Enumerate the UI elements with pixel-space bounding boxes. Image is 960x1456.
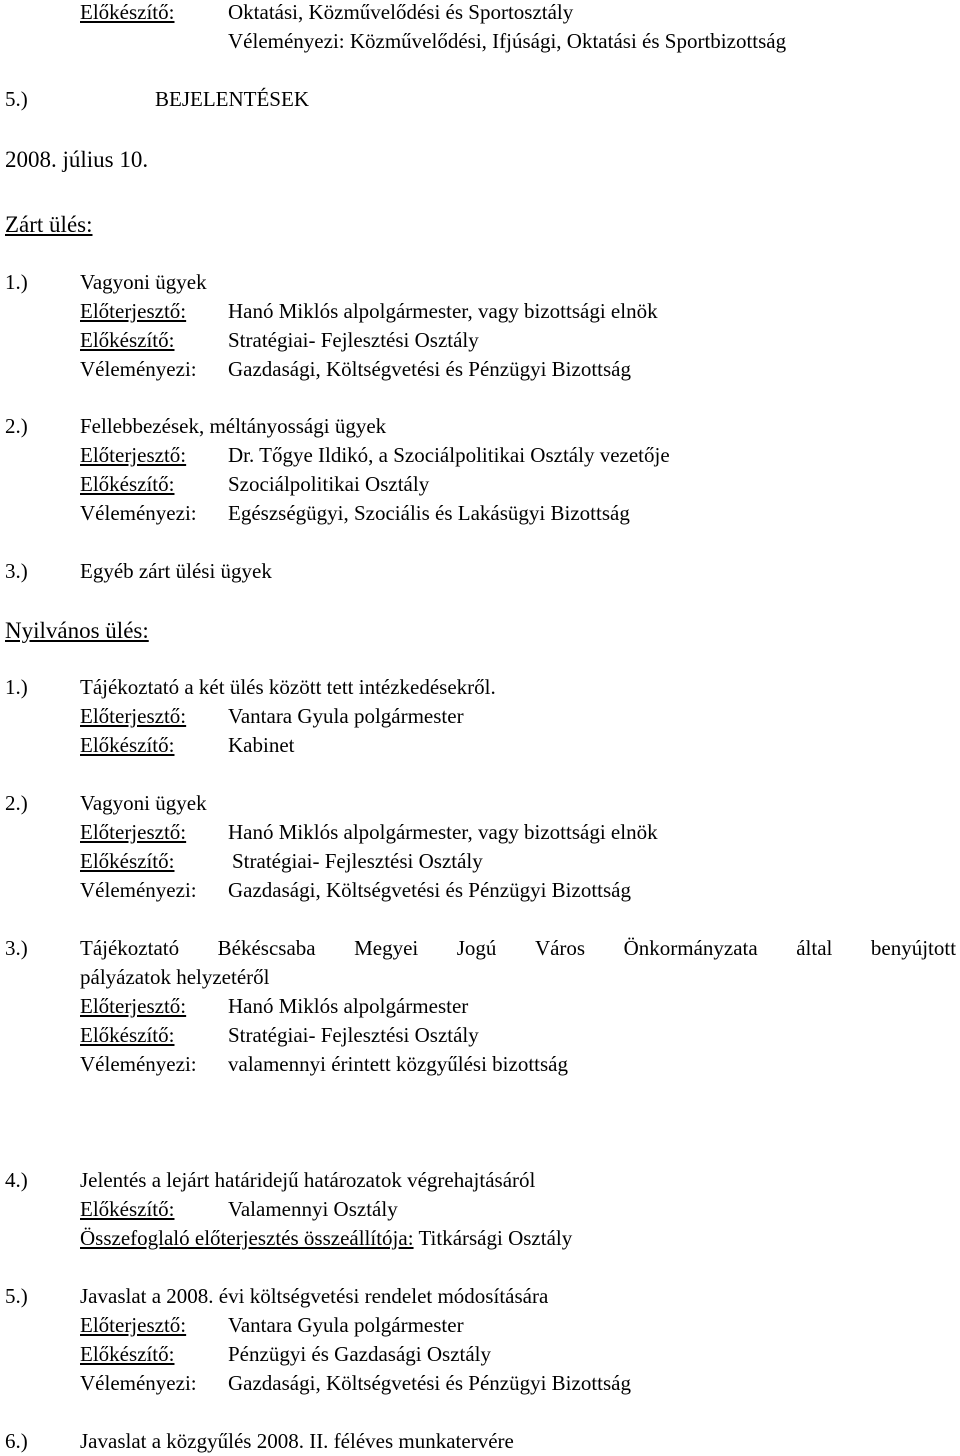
title-word: Önkormányzata [623, 936, 758, 960]
title-word: Békéscsaba [217, 936, 316, 960]
closed-session-heading: Zárt ülés: [5, 212, 93, 237]
closed-item-3-number: 3.) [5, 559, 28, 583]
public-item-4-title: Jelentés a lejárt határidejű határozatok végrehajtásáról [80, 1168, 536, 1192]
prep-label: Előkészítő: [80, 1023, 175, 1047]
submitter-label: Előterjesztő: [80, 299, 187, 323]
closed-item-2-title: Fellebbezések, méltányossági ügyek [80, 414, 387, 438]
title-word: Jogú [456, 936, 497, 960]
prep-label: Előkészítő: [80, 849, 175, 873]
prep-label: Előkészítő: [80, 0, 175, 24]
prep-value: Pénzügyi és Gazdasági Osztály [228, 1342, 492, 1366]
prep-value: Szociálpolitikai Osztály [228, 472, 430, 496]
prep-value: Stratégiai- Fejlesztési Osztály [232, 849, 483, 873]
public-session-heading: Nyilvános ülés: [5, 618, 149, 643]
public-item-4-number: 4.) [5, 1168, 28, 1192]
submitter-value: Hanó Miklós alpolgármester, vagy bizottsági elnök [228, 820, 658, 844]
prep-value: Stratégiai- Fejlesztési Osztály [228, 1023, 479, 1047]
opinion-value: Gazdasági, Költségvetési és Pénzügyi Bizottság [228, 1371, 631, 1395]
public-item-2-number: 2.) [5, 791, 28, 815]
submitter-value: Vantara Gyula polgármester [228, 704, 464, 728]
prep-value: Kabinet [228, 733, 295, 757]
public-item-2-title: Vagyoni ügyek [80, 791, 207, 815]
summary-line [80, 1228, 572, 1249]
summary-value: Titkársági Osztály [418, 1226, 573, 1250]
announcements-number: 5.) [5, 87, 28, 111]
opinion-label: Véleményezi: [80, 501, 197, 525]
title-word: Tájékoztató [80, 936, 180, 960]
submitter-label: Előterjesztő: [80, 704, 187, 728]
submitter-value: Dr. Tőgye Ildikó, a Szociálpolitikai Osztály vezetője [228, 443, 670, 467]
closed-item-1-number: 1.) [5, 270, 28, 294]
opinion-value: valamennyi érintett közgyűlési bizottság [228, 1052, 568, 1076]
public-item-5-title: Javaslat a 2008. évi költségvetési rendelet módosítására [80, 1284, 549, 1308]
opinion-label: Véleményezi: [80, 1371, 197, 1395]
submitter-value: Vantara Gyula polgármester [228, 1313, 464, 1337]
session-date: 2008. július 10. [5, 147, 149, 172]
opinion-label: Véleményezi: [80, 1052, 197, 1076]
submitter-value: Hanó Miklós alpolgármester [228, 994, 469, 1018]
public-item-1-title: Tájékoztató a két ülés között tett intézkedésekről. [80, 675, 496, 699]
public-item-6-title: Javaslat a közgyűlés 2008. II. féléves munkatervére [80, 1429, 514, 1453]
closed-item-1-title: Vagyoni ügyek [80, 270, 207, 294]
prep-label: Előkészítő: [80, 1342, 175, 1366]
public-item-3-title [80, 938, 956, 959]
prep-value: Oktatási, Közművelődési és Sportosztály [228, 0, 574, 24]
title-word: Megyei [354, 936, 419, 960]
submitter-label: Előterjesztő: [80, 820, 187, 844]
prep-label: Előkészítő: [80, 733, 175, 757]
prep-value: Stratégiai- Fejlesztési Osztály [228, 328, 479, 352]
public-item-3-title-continued: pályázatok helyzetéről [80, 965, 270, 989]
public-item-5-number: 5.) [5, 1284, 28, 1308]
prep-label: Előkészítő: [80, 1197, 175, 1221]
submitter-value: Hanó Miklós alpolgármester, vagy bizottsági elnök [228, 299, 658, 323]
opinion-label: Véleményezi: [80, 357, 197, 381]
closed-item-3-title: Egyéb zárt ülési ügyek [80, 559, 272, 583]
public-item-3-number: 3.) [5, 936, 28, 960]
public-item-1-number: 1.) [5, 675, 28, 699]
opinion-value: Gazdasági, Költségvetési és Pénzügyi Bizottság [228, 878, 631, 902]
title-word: által [796, 936, 833, 960]
closed-item-2-number: 2.) [5, 414, 28, 438]
opinion-line: Véleményezi: Közművelődési, Ifjúsági, Oktatási és Sportbizottság [228, 29, 787, 53]
prep-label: Előkészítő: [80, 328, 175, 352]
submitter-label: Előterjesztő: [80, 1313, 187, 1337]
summary-label: Összefoglaló előterjesztés összeállítója: [80, 1226, 414, 1250]
announcements-title: BEJELENTÉSEK [155, 87, 309, 111]
title-word: Város [534, 936, 586, 960]
opinion-value: Gazdasági, Költségvetési és Pénzügyi Bizottság [228, 357, 631, 381]
prep-value: Valamennyi Osztály [228, 1197, 398, 1221]
submitter-label: Előterjesztő: [80, 443, 187, 467]
submitter-label: Előterjesztő: [80, 994, 187, 1018]
opinion-value: Egészségügyi, Szociális és Lakásügyi Bizottság [228, 501, 630, 525]
title-word: benyújtott [870, 936, 957, 960]
prep-label: Előkészítő: [80, 472, 175, 496]
public-item-6-number: 6.) [5, 1429, 28, 1453]
opinion-label: Véleményezi: [80, 878, 197, 902]
